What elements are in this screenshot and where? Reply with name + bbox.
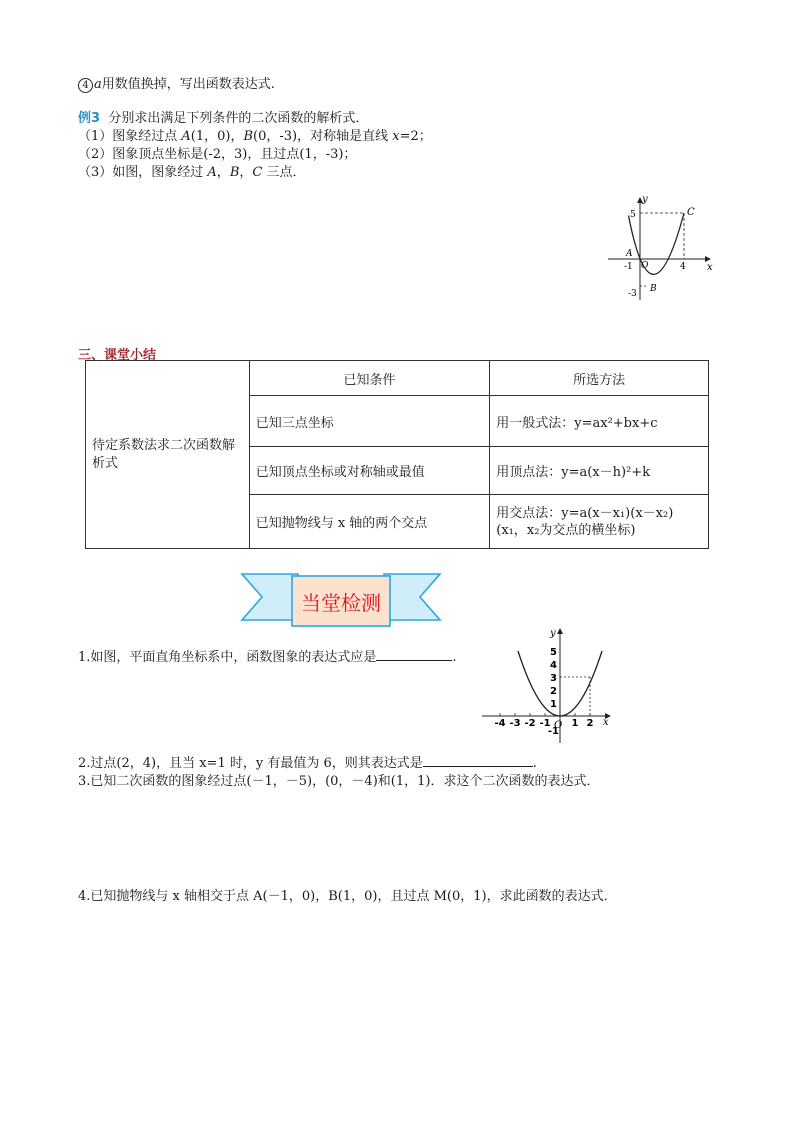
origin-label: O	[554, 720, 563, 731]
example-label: 例3	[78, 111, 101, 126]
tick-5: 5	[630, 210, 636, 220]
x-tick-labels	[494, 718, 593, 729]
example-3-graph	[600, 190, 720, 305]
x-tick-label: -3	[509, 718, 521, 729]
var-a: a	[94, 77, 102, 92]
point-a-label: A	[626, 249, 633, 259]
summary-left-cell: 待定系数法求二次函数解析式	[86, 361, 250, 549]
exercise-4: 4.已知抛物线与 x 轴相交于点 A(－1，0)，B(1，0)，且过点 M(0，1)，求此函数的表达式．	[78, 889, 617, 904]
banner-ribbon-right	[384, 574, 440, 620]
x-label: x	[603, 717, 609, 728]
example-item-1: （1）图象经过点 A(1，0)，B(0，-3)，对称轴是直线 x=2；	[78, 129, 432, 144]
x-tick-label: -2	[524, 718, 536, 729]
x-tick-label: -1	[539, 718, 551, 729]
method-cell: 用一般式法：y=ax²+bx+c	[490, 396, 709, 447]
origin-label: O	[641, 261, 649, 271]
step-4-line	[78, 76, 275, 94]
y-tick-label: 1	[550, 699, 557, 710]
answer-blank-2[interactable]	[423, 753, 533, 767]
point-b-label: B	[650, 284, 657, 294]
col-header-method: 所选方法	[490, 361, 709, 396]
y-tick-label: 5	[550, 647, 557, 658]
x-tick-label: 1	[571, 718, 579, 729]
condition-cell: 已知三点坐标	[249, 396, 490, 447]
example-item-2: （2）图象顶点坐标是(-2，3)，且过点(1，-3)；	[78, 147, 357, 162]
y-label: y	[550, 628, 556, 639]
method-cell: 用顶点法：y=a(x－h)²+k	[490, 447, 709, 495]
circled-number: 4	[78, 78, 93, 93]
y-tick-label: -1	[547, 726, 559, 737]
banner-title: 当堂检测	[301, 591, 381, 615]
example-item-3: （3）如图，图象经过 A，B，C 三点．	[78, 165, 306, 180]
summary-heading: 三、课堂小结	[78, 348, 157, 363]
tick-neg1: -1	[624, 262, 633, 272]
y-tick-label: 2	[550, 686, 557, 697]
tick-4: 4	[680, 262, 686, 272]
answer-blank-1[interactable]	[376, 647, 452, 661]
col-header-condition: 已知条件	[249, 361, 490, 396]
exercise-1: 1.如图，平面直角坐标系中，函数图象的表达式应是 .	[78, 647, 457, 667]
point-c-label: C	[687, 207, 695, 218]
exercise-3: 3.已知二次函数的图象经过点(－1，－5)，(0，－4)和(1，1)．求这个二次函数的表达式．	[78, 774, 600, 789]
exercise-1-graph	[478, 625, 616, 745]
exercise-2: 2.过点(2，4)，且当 x=1 时，y 有最值为 6，则其表达式是 .	[78, 753, 537, 773]
banner-ribbon-left	[242, 574, 298, 620]
method-cell: 用交点法：y=a(x－x₁)(x－x₂) (x₁，x₂为交点的横坐标)	[490, 495, 709, 549]
y-label: y	[642, 194, 648, 205]
section-banner	[240, 572, 442, 632]
x-tick-label: 2	[586, 718, 594, 729]
y-tick-label: 4	[550, 660, 557, 671]
parabola-curve	[629, 213, 685, 274]
step-4-text: 用数值换掉，写出函数表达式.	[101, 77, 275, 92]
summary-table	[85, 360, 709, 549]
tick-neg3: -3	[628, 289, 637, 299]
x-tick-label: -4	[494, 718, 506, 729]
example-3-heading	[78, 110, 368, 128]
y-tick-label: 3	[550, 673, 557, 684]
condition-cell: 已知顶点坐标或对称轴或最值	[249, 447, 490, 495]
condition-cell: 已知抛物线与 x 轴的两个交点	[249, 495, 490, 549]
x-label: x	[707, 262, 713, 273]
example-intro: 分别求出满足下列条件的二次函数的解析式．	[108, 111, 369, 126]
